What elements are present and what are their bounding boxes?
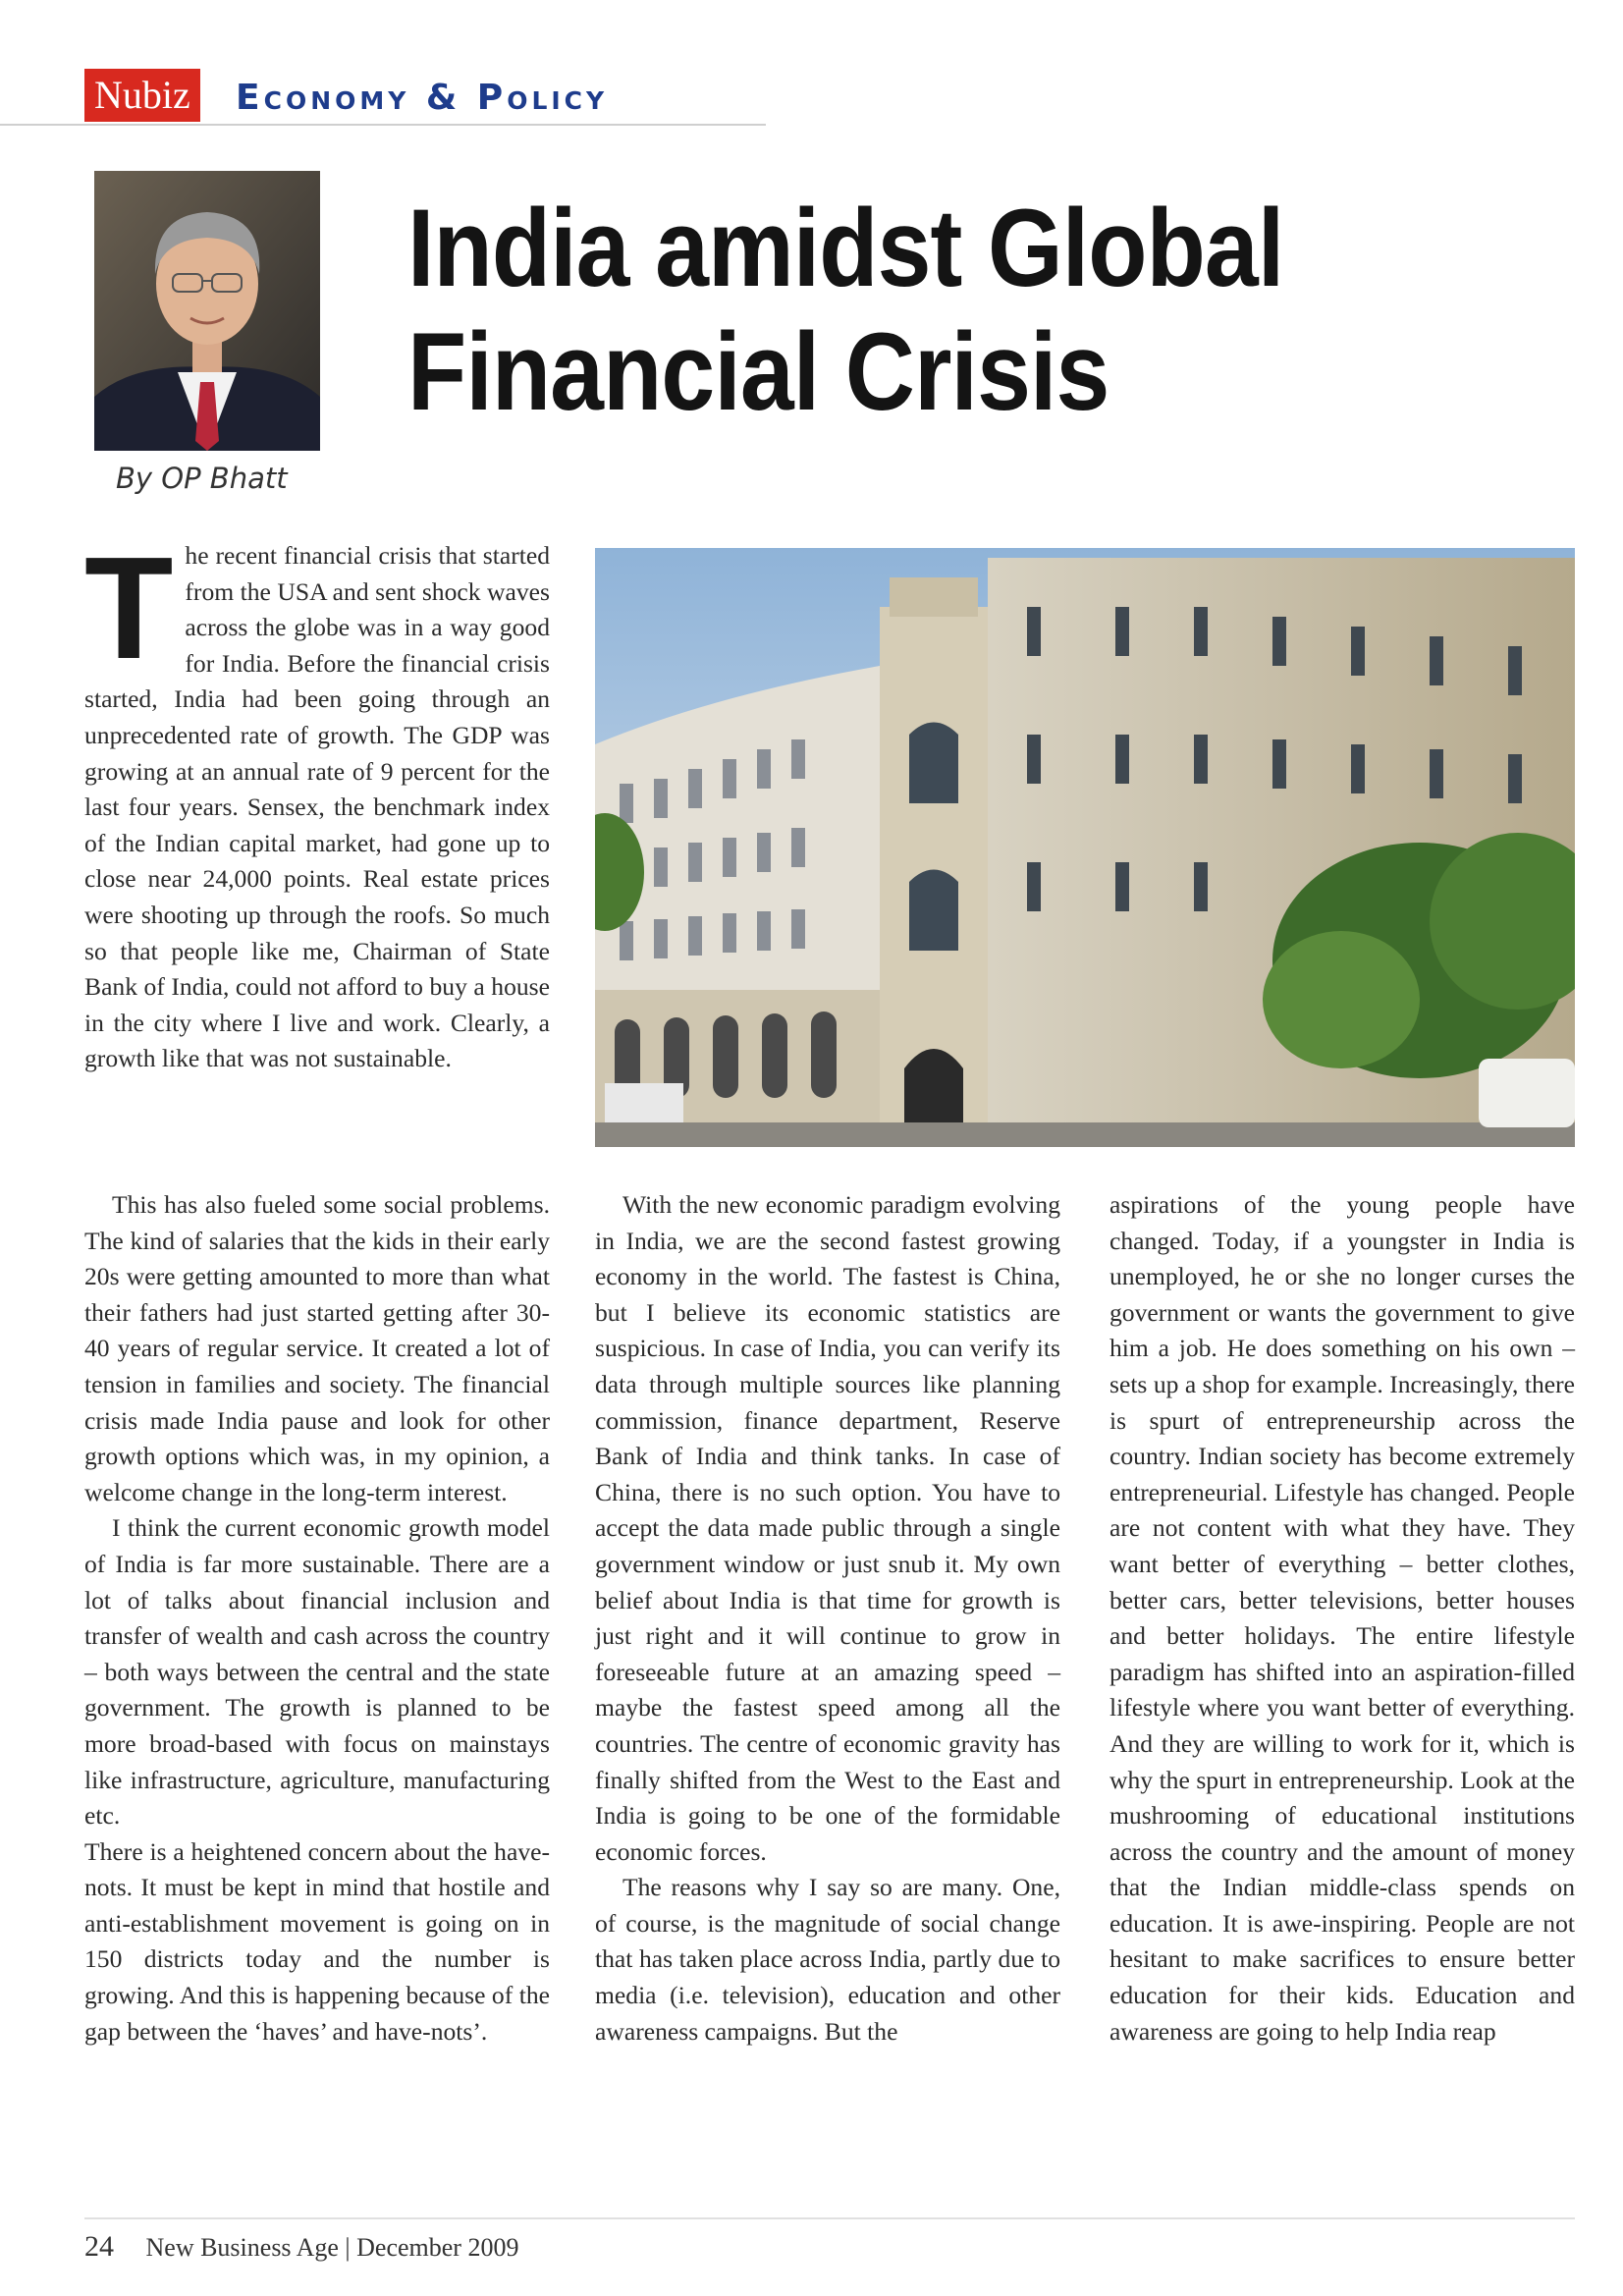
author-photo bbox=[94, 171, 320, 451]
paragraph: With the new economic paradigm evolving in India, we are the second fastest growing economy in the world. The fastest is China, but I believe its economic statistics are suspicious. In case of India, you can verify its data through multiple sources like planning commission, finance department, Reserve Bank of India and think tanks. In case of China, there is no such option. You have to accept the data made public through a single government window or just snub it. My own belief about India is that time for growth is just right and it will continue to grow in foreseeable future at an amazing speed – maybe the fastest speed among all the countries. The centre of economic gravity has finally shifted from the West to the East and India is going to be one of the formidable economic forces. bbox=[595, 1190, 1060, 1866]
paragraph: aspirations of the young people have changed. Today, if a youngster in India is unemployed, he or she no longer curses the government or wants the government to give him a job. He does something on his own – sets up a shop for example. Increasingly, there is spurt of entrepreneurship across the country. Indian society has become extremely entrepreneurial. Lifestyle has changed. People are not content with what they have. They want better of everything – better clothes, better cars, better televisions, better houses and better holidays. The entire lifestyle paradigm has shifted into an aspiration-filled lifestyle where you want better of everything. And they are willing to work for it, which is why the spurt in entrepreneurship. Look at the mushrooming of educational institutions across the country and the amount of money that the Indian middle-class spends on education. It is awe-inspiring. People are not hesitant to make sacrifices to ensure better education for their kids. Education and awareness are going to help India reap bbox=[1109, 1190, 1575, 2046]
paragraph: This has also fueled some social problems. The kind of salaries that the kids in their early 20s were getting amounted to more than what their fathers had just started getting after 30-40 years of regular service. It created a lot of tension in families and society. The financial crisis made India pause and look for other growth options which was, in my opinion, a welcome change in the long-term interest. bbox=[84, 1190, 550, 1506]
article-column-2 bbox=[595, 1187, 1060, 2050]
publication-info: New Business Age | December 2009 bbox=[145, 2233, 519, 2262]
byline: By OP Bhatt bbox=[116, 462, 288, 495]
article-intro: he recent financial crisis that started from the USA and sent shock waves across the globe was in a way good for India. Before the financial crisis started, India had been going through an unprecedented rate of growth. The GDP was growing at an annual rate of 9 percent for the last four years. Sensex, the benchmark index of the Indian capital market, had gone up to close near 24,000 points. Real estate prices were shooting up through the roofs. So much so that people like me, Chairman of State Bank of India, could not afford to buy a house in the city where I live and work. Clearly, a growth like that was not sustainable. bbox=[84, 541, 550, 1073]
page-footer bbox=[84, 2227, 518, 2268]
paragraph: The reasons why I say so are many. One, of course, is the magnitude of social change that has taken place across India, partly due to media (i.e. television), education and other awareness campaigns. But the bbox=[595, 1873, 1060, 2046]
building-photo bbox=[595, 548, 1575, 1147]
paragraph: I think the current economic growth model of India is far more sustainable. There are a lot of talks about financial inclusion and transfer of wealth and cash across the country – both ways between the central and the state government. The growth is planned to be more broad-based with focus on mainstays like infrastructure, agriculture, manufacturing etc. bbox=[84, 1513, 550, 1831]
article-title: India amidst Global Financial Crisis bbox=[407, 187, 1284, 433]
page-number: 24 bbox=[84, 2230, 114, 2263]
article-column-3 bbox=[1109, 1187, 1575, 2050]
article-column-1-top bbox=[84, 527, 550, 1077]
publication-logo: Nubiz bbox=[84, 69, 200, 122]
paragraph: There is a heightened concern about the have-nots. It must be kept in mind that hostile and anti-establishment movement is going on in 150 districts today and the number is growing. And this is happening because of the gap between the ‘haves’ and have-nots’. bbox=[84, 1836, 550, 2046]
section-title: Economy & Policy bbox=[236, 78, 609, 118]
footer-rule bbox=[84, 2217, 1575, 2219]
drop-cap: T bbox=[84, 527, 174, 689]
article-column-1 bbox=[84, 1187, 550, 2050]
